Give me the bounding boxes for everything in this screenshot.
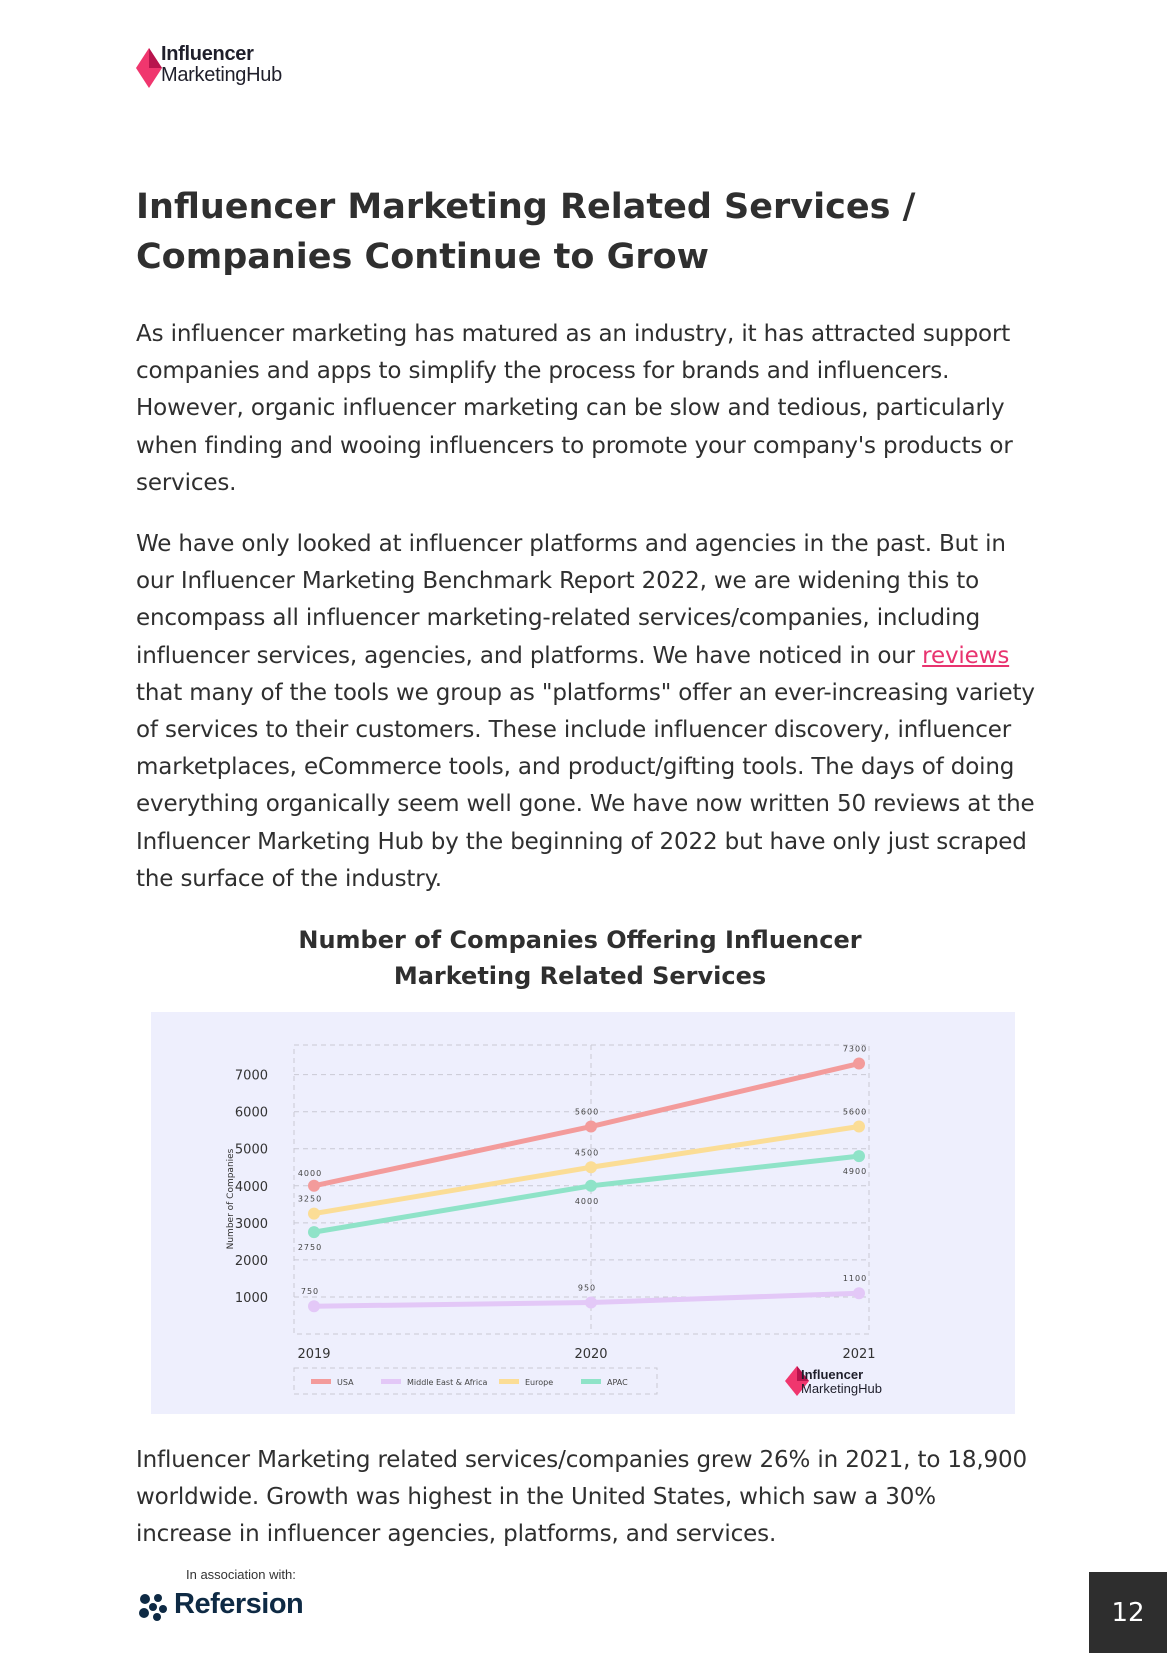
summary-paragraph: Influencer Marketing related services/companies grew 26% in 2021, to 18,900 worldwide. Growth was highest in the United States, which saw a 30% increase in influencer agencies, platforms, and services. xyxy=(136,1447,1027,1548)
data-point xyxy=(585,1297,597,1309)
page-number: 12 xyxy=(1089,1572,1167,1653)
paragraph-text-before-link: We have only looked at influencer platforms and agencies in the past. But in our Influencer Marketing Benchmark Report 2022, we are widening this to encompass all influencer marketing-related services/companies, including influencer services, agencies, and platforms. We have noticed in our xyxy=(136,531,1006,669)
data-label: 1100 xyxy=(842,1274,868,1284)
data-point xyxy=(853,1150,865,1162)
paragraph-text-after-link: that many of the tools we group as "platforms" offer an ever-increasing variety of services to their customers. These include influencer discovery, influencer marketplaces, eCommerce tools, and product/gifting tools. The days of doing everything organically seem well gone. We have now written 50 reviews at the Influencer Marketing Hub by the beginning of 2022 but have only just scraped the surface of the industry. xyxy=(136,679,1035,892)
refersion-mark-icon xyxy=(136,1590,170,1624)
data-label: 7300 xyxy=(842,1044,868,1054)
y-tick-label: 1000 xyxy=(234,1290,268,1306)
data-point xyxy=(853,1058,865,1070)
data-label: 4900 xyxy=(842,1167,868,1177)
data-point xyxy=(308,1226,320,1238)
legend-swatch xyxy=(311,1379,331,1384)
legend-label: Middle East & Africa xyxy=(407,1378,488,1387)
data-label: 2750 xyxy=(297,1243,323,1253)
influencer-marketing-hub-logo xyxy=(136,44,336,92)
data-label: 5600 xyxy=(842,1107,868,1117)
legend-label: USA xyxy=(337,1378,354,1387)
legend-swatch xyxy=(499,1379,519,1384)
refersion-logo xyxy=(136,1588,304,1624)
data-label: 4000 xyxy=(297,1168,323,1178)
data-label: 4000 xyxy=(574,1196,600,1206)
data-point xyxy=(308,1208,320,1220)
logo-mark-icon xyxy=(136,48,162,88)
logo-line1: Influencer xyxy=(161,43,254,65)
data-point xyxy=(308,1300,320,1312)
y-tick-label: 4000 xyxy=(234,1179,268,1195)
y-tick-label: 2000 xyxy=(234,1253,268,1269)
data-point xyxy=(585,1180,597,1192)
watermark-line1: Influencer xyxy=(801,1367,864,1382)
data-point xyxy=(853,1121,865,1133)
y-axis-label: Number of Companies xyxy=(226,1148,236,1250)
legend-label: Europe xyxy=(525,1378,554,1387)
watermark-line2: MarketingHub xyxy=(801,1381,882,1396)
logo-line2: MarketingHub xyxy=(161,64,282,86)
y-tick-label: 5000 xyxy=(234,1142,268,1158)
legend-swatch xyxy=(581,1379,601,1384)
x-tick-label: 2019 xyxy=(297,1347,331,1362)
data-label: 950 xyxy=(577,1283,597,1293)
x-tick-label: 2021 xyxy=(842,1347,876,1362)
line-chart xyxy=(151,1012,1015,1414)
y-tick-label: 3000 xyxy=(234,1216,268,1232)
body-paragraph xyxy=(136,526,1036,898)
data-point xyxy=(308,1180,320,1192)
x-tick-label: 2020 xyxy=(574,1347,608,1362)
y-tick-label: 7000 xyxy=(234,1068,268,1084)
data-point xyxy=(585,1121,597,1133)
chart-title: Number of Companies Offering Influencer Marketing Related Services xyxy=(298,926,862,990)
page-title: Influencer Marketing Related Services / Companies Continue to Grow xyxy=(136,187,916,277)
association-label: In association with: xyxy=(186,1567,296,1582)
data-point xyxy=(853,1287,865,1299)
data-point xyxy=(585,1161,597,1173)
reviews-link[interactable]: reviews xyxy=(922,642,1010,669)
data-label: 3250 xyxy=(297,1194,323,1204)
y-tick-label: 6000 xyxy=(234,1105,268,1121)
data-label: 4500 xyxy=(574,1148,600,1158)
legend-label: APAC xyxy=(607,1378,628,1387)
data-label: 750 xyxy=(300,1287,320,1297)
refersion-wordmark: Refersion xyxy=(174,1588,304,1620)
intro-paragraph: As influencer marketing has matured as an industry, it has attracted support companies and apps to simplify the process for brands and influencers. However, organic influencer marketing can be slow and tedious, particularly when finding and wooing influencers to promote your company's products or services. xyxy=(136,321,1013,496)
chart-panel xyxy=(151,1012,1015,1414)
legend-swatch xyxy=(381,1379,401,1384)
data-label: 5600 xyxy=(574,1107,600,1117)
